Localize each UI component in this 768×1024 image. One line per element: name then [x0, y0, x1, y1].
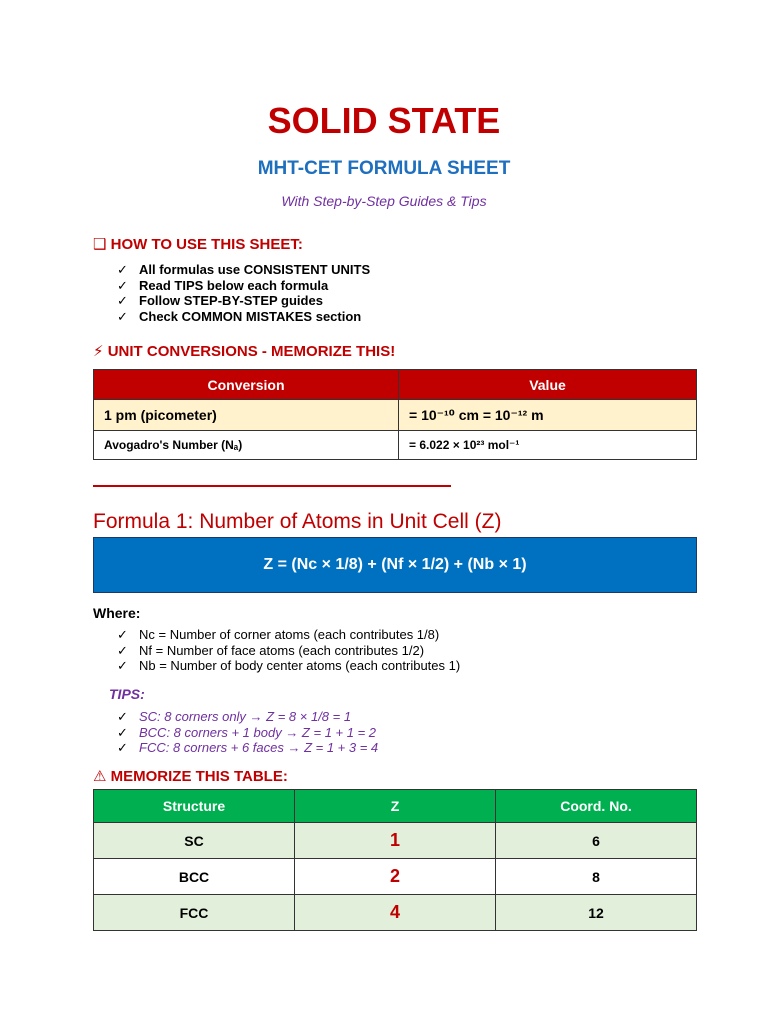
formula-title: Formula 1: Number of Atoms in Unit Cell (Z) — [93, 510, 502, 533]
table-cell: 12 — [496, 895, 697, 931]
page-title: SOLID STATE — [267, 100, 501, 141]
check-icon: ✓ — [117, 262, 128, 277]
table-cell: 6 — [496, 823, 697, 859]
column-header: Conversion — [94, 370, 399, 400]
list-item: ✓ FCC: 8 corners + 6 faces → Z = 1 + 3 = 4 — [117, 740, 379, 755]
section-divider — [93, 485, 451, 487]
unit-conversions-heading: ⚡ UNIT CONVERSIONS - MEMORIZE THIS! — [93, 343, 396, 360]
column-header: Value — [399, 370, 697, 400]
table-cell: 2 — [295, 859, 496, 895]
how-to-use-heading: ❑ HOW TO USE THIS SHEET: — [93, 236, 303, 253]
list-item: ✓ Follow STEP-BY-STEP guides — [117, 293, 323, 308]
table-cell: 4 — [295, 895, 496, 931]
table-cell: FCC — [94, 895, 295, 931]
check-icon: ✓ — [117, 709, 128, 724]
table-cell: = 6.022 × 10²³ mol⁻¹ — [399, 431, 697, 460]
where-label: Where: — [93, 605, 141, 621]
list-item: ✓ BCC: 8 corners + 1 body → Z = 1 + 1 = 2 — [117, 724, 377, 740]
table-header-row — [94, 370, 697, 400]
column-header: Coord. No. — [496, 790, 697, 823]
column-header: Z — [295, 790, 496, 823]
check-icon: ✓ — [117, 308, 128, 324]
formula-box — [93, 537, 697, 593]
memorize-table — [93, 789, 697, 931]
tips-label: TIPS: — [109, 686, 145, 702]
list-item: ✓ All formulas use CONSISTENT UNITS — [117, 262, 371, 277]
check-icon: ✓ — [117, 627, 128, 642]
check-icon: ✓ — [117, 642, 128, 658]
table-cell: SC — [94, 823, 295, 859]
formula-equation: Z = (Nc × 1/8) + (Nf × 1/2) + (Nb × 1) — [263, 556, 527, 573]
unit-conversions-table — [93, 369, 697, 460]
list-item: ✓ Read TIPS below each formula — [117, 277, 329, 293]
table-cell: 1 pm (picometer) — [94, 400, 399, 431]
table-cell: 1 — [295, 823, 496, 859]
table-header-row — [94, 790, 697, 823]
check-icon: ✓ — [117, 658, 128, 673]
table-cell: 8 — [496, 859, 697, 895]
list-item: ✓ Nb = Number of body center atoms (each contributes 1) — [117, 658, 461, 673]
table-row — [94, 431, 697, 460]
list-item: ✓ Nc = Number of corner atoms (each contributes 1/8) — [117, 627, 440, 642]
check-icon: ✓ — [117, 724, 128, 740]
list-item: ✓ Check COMMON MISTAKES section — [117, 308, 362, 324]
table-row — [94, 823, 697, 859]
table-cell: BCC — [94, 859, 295, 895]
how-to-use-list — [117, 262, 370, 324]
table-row — [94, 895, 697, 931]
tips-list — [117, 709, 378, 756]
table-row — [94, 859, 697, 895]
table-cell: = 10⁻¹⁰ cm = 10⁻¹² m — [399, 400, 697, 431]
list-item: ✓ Nf = Number of face atoms (each contributes 1/2) — [117, 642, 425, 658]
column-header: Structure — [94, 790, 295, 823]
check-icon: ✓ — [117, 277, 128, 293]
check-icon: ✓ — [117, 293, 128, 308]
memorize-table-heading: ⚠ MEMORIZE THIS TABLE: — [93, 768, 288, 785]
page-subtitle: MHT-CET FORMULA SHEET — [257, 158, 511, 179]
check-icon: ✓ — [117, 740, 128, 755]
page-tagline: With Step-by-Step Guides & Tips — [281, 193, 487, 209]
table-row — [94, 400, 697, 431]
list-item: ✓ SC: 8 corners only → Z = 8 × 1/8 = 1 — [117, 709, 352, 724]
where-list — [117, 627, 460, 674]
table-cell: Avogadro's Number (Nₐ) — [94, 431, 399, 460]
